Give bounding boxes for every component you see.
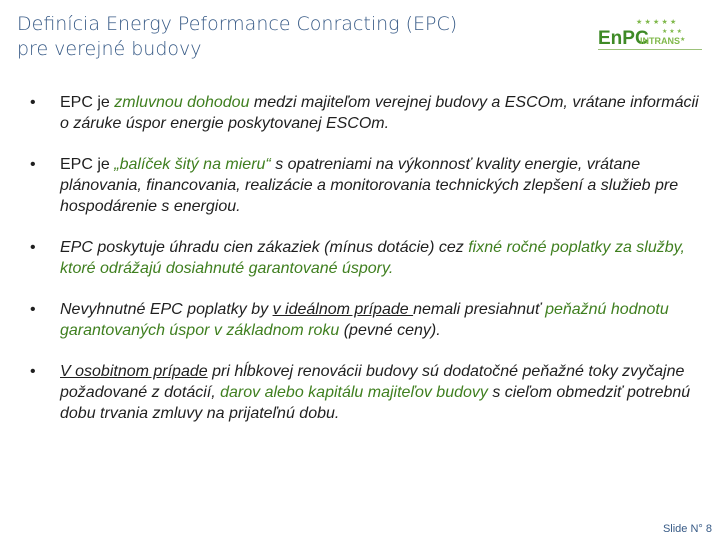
svg-text:★ ★ ★ ★ ★: ★ ★ ★ ★ ★: [636, 18, 677, 26]
bullet-text-segment: fixné ročné poplatky za služby, ktoré odrážajú dosiahnuté garantované úspory.: [60, 239, 685, 277]
bullet-dot-icon: •: [30, 156, 36, 173]
bullet-text-segment: peňažnú hodnotu garantovaných úspor v základnom roku: [60, 301, 669, 339]
bullet-dot-icon: •: [30, 301, 36, 318]
bullet-item: [30, 361, 700, 424]
bullet-text-segment: EPC je: [60, 94, 115, 111]
bullet-text-segment: V osobitnom prípade: [60, 363, 208, 380]
slide-title: [17, 12, 537, 62]
bullet-text-segment: s opatreniami na výkonnosť kvality energie, vrátane plánovania, financovania, realizácie a monitorovania technických zlepšení a služieb pre hospodárenie s energiou.: [60, 156, 679, 215]
bullet-dot-icon: •: [30, 239, 36, 256]
bullet-list: [30, 92, 700, 444]
bullet-text-segment: v ideálnom prípade: [272, 301, 414, 318]
bullet-item: [30, 154, 700, 217]
bullet-item: [30, 237, 700, 279]
bullet-item: [30, 92, 700, 134]
bullet-text-segment: s cieľom obmedziť potrebnú dobu trvania zmluvy na prijateľnú dobu.: [60, 384, 691, 422]
bullet-text-segment: „balíček šitý na mieru“: [114, 156, 271, 173]
bullet-text-segment: Nevyhnutné EPC poplatky by: [60, 301, 273, 318]
svg-text:★ ★ ★: ★ ★ ★: [662, 28, 682, 35]
bullet-dot-icon: •: [30, 363, 36, 380]
bullet-text-segment: (pevné ceny).: [339, 322, 441, 339]
enpc-logo: [596, 16, 706, 54]
bullet-text-segment: medzi majiteľom verejnej budovy a ESCOm, vrátane informácii o záruke úspor energie poskytovanej ESCOm.: [60, 94, 699, 132]
title-line-2: pre verejné budovy: [17, 38, 202, 60]
bullet-text-segment: EPC poskytuje úhradu cien zákaziek (mínus dotácie) cez: [60, 239, 469, 256]
bullet-dot-icon: •: [30, 94, 36, 111]
bullet-item: [30, 299, 700, 341]
slide-number: Slide N° 8: [662, 523, 712, 535]
logo-wordmark: EnPC: [598, 28, 649, 49]
svg-text:★: ★: [680, 36, 686, 43]
logo-sub: INTRANS: [640, 36, 680, 46]
bullet-text-segment: zmluvnou dohodou: [114, 94, 250, 111]
title-line-1: Definícia Energy Peformance Conracting (EPC): [17, 13, 458, 35]
bullet-text-segment: EPC je: [60, 156, 115, 173]
bullet-text-segment: pri hĺbkovej renovácii budovy sú dodatočné peňažné toky zvyčajne požadované z dotácií,: [60, 363, 685, 401]
bullet-text-segment: nemali presiahnuť: [413, 301, 546, 318]
bullet-text-segment: darov alebo kapitálu majiteľov budovy: [220, 384, 488, 401]
